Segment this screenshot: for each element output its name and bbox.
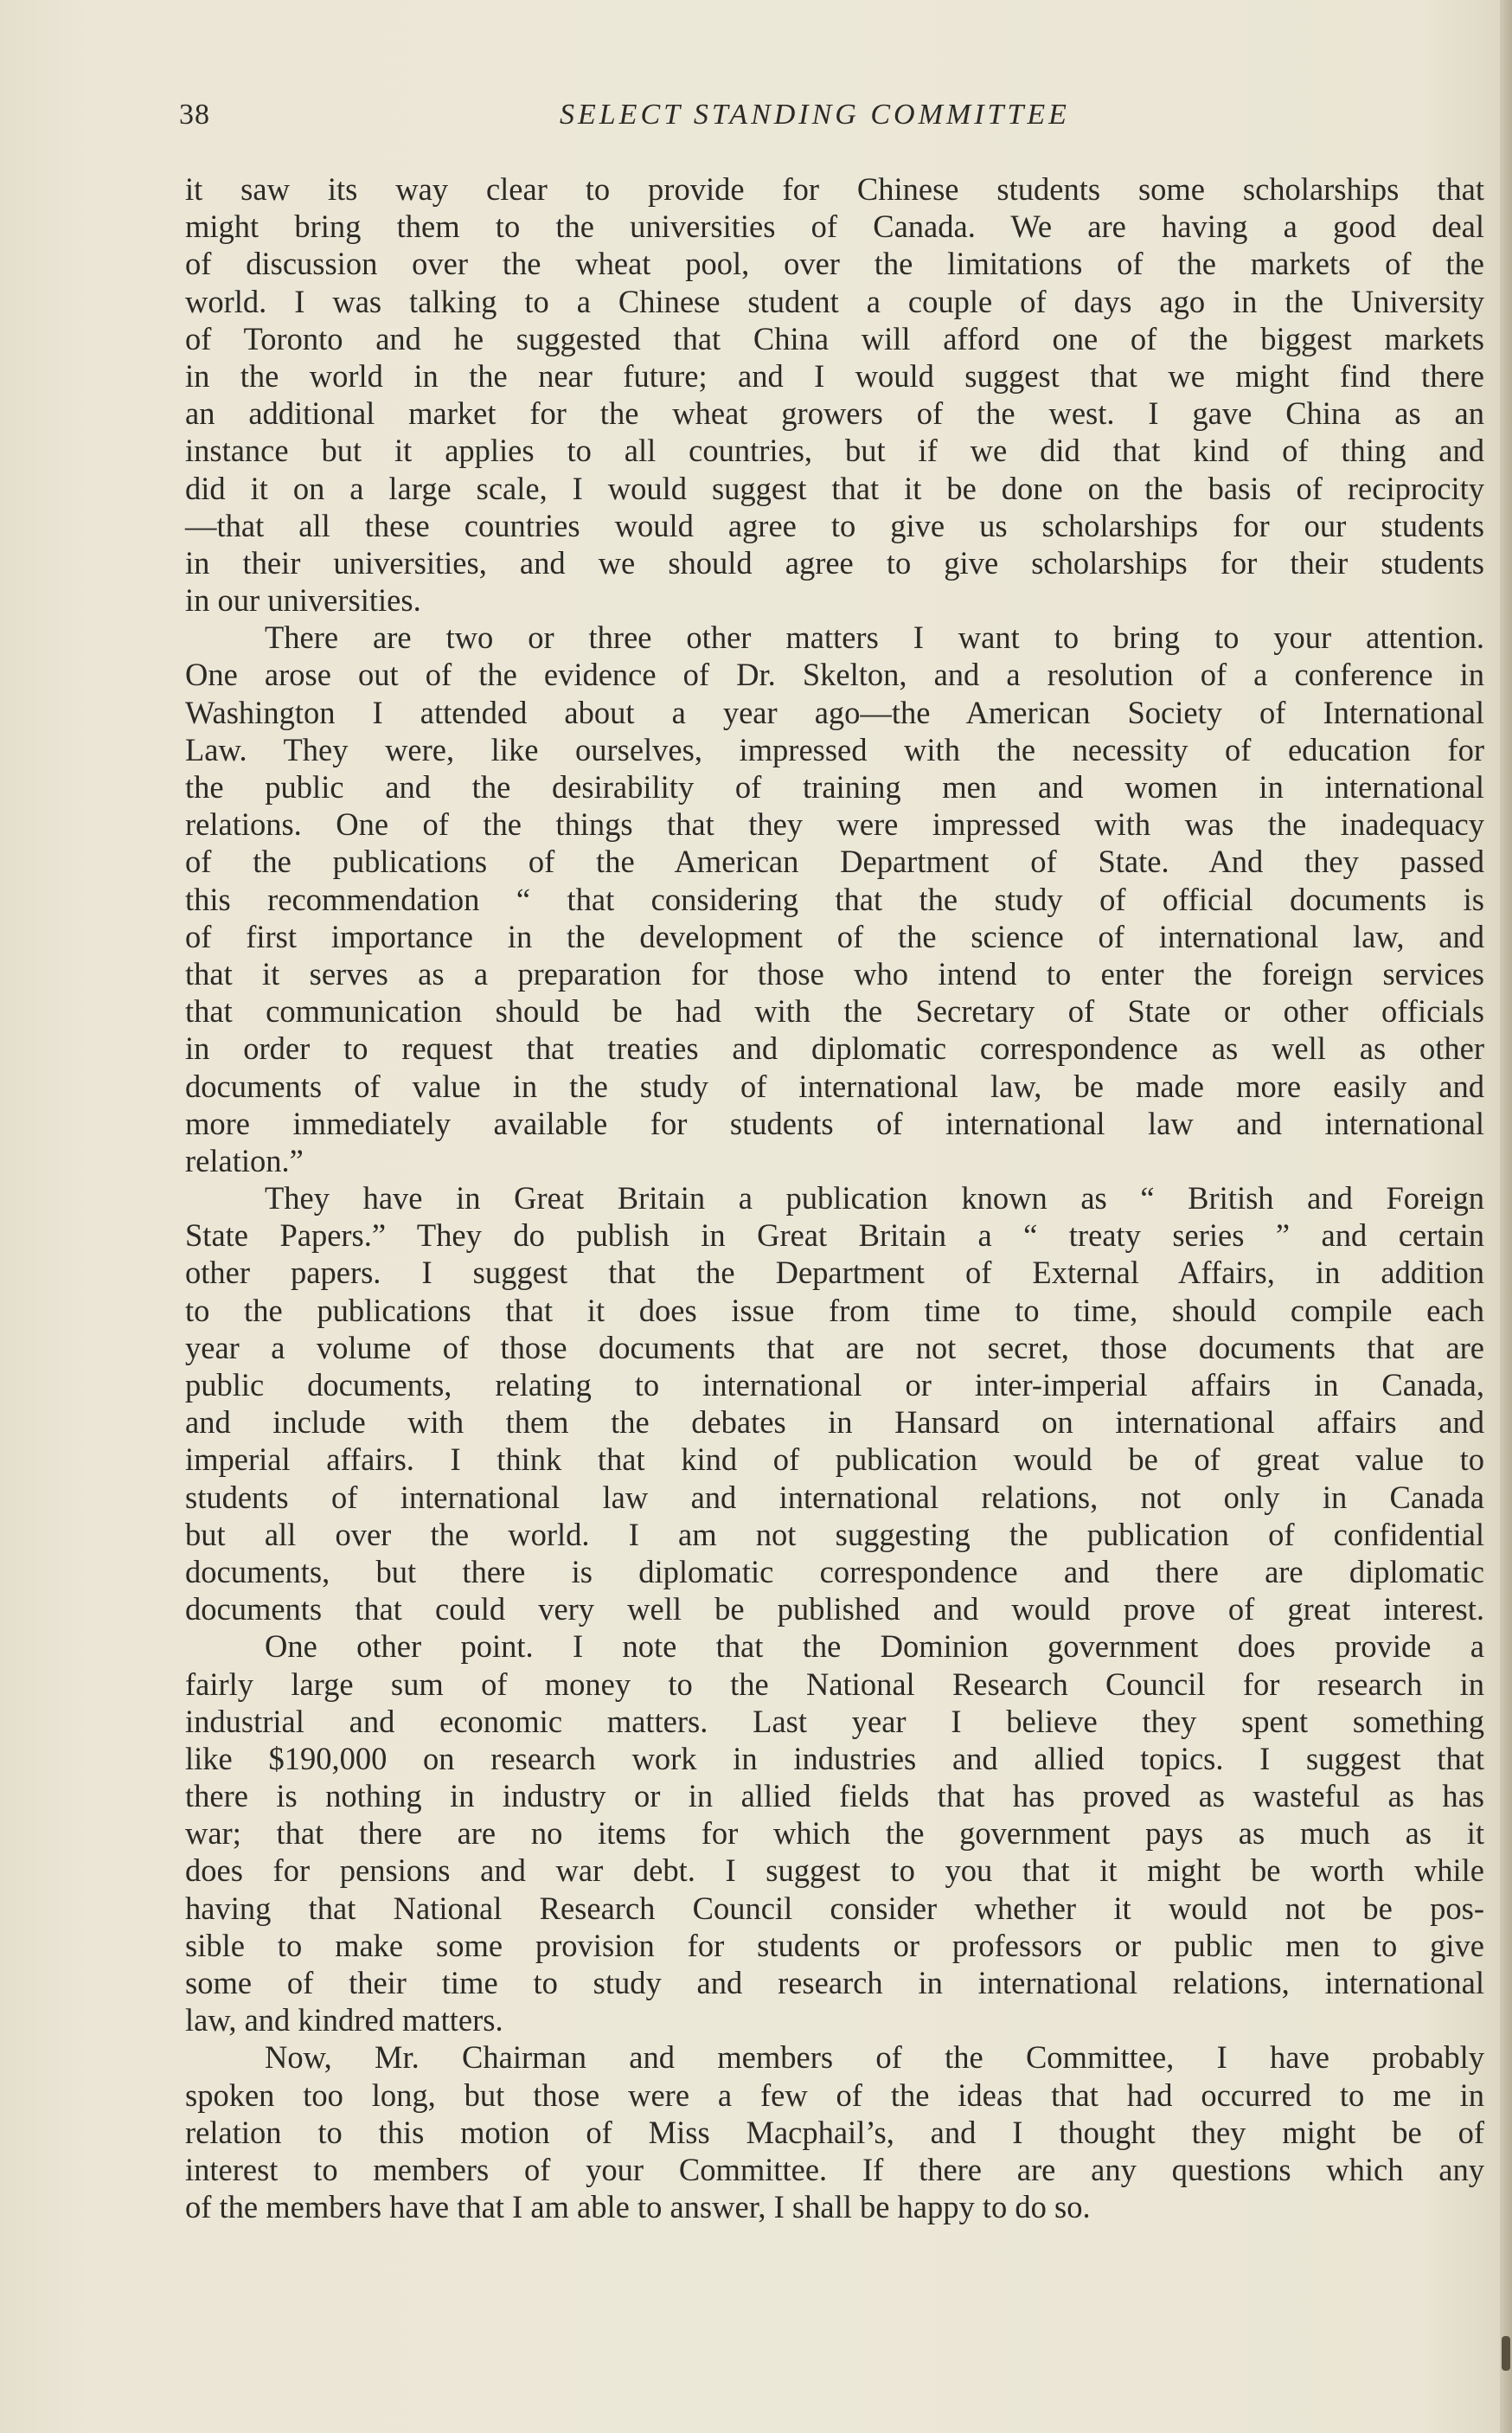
text-line: interest to members of your Committee. If there are any questions which any bbox=[185, 2151, 1484, 2187]
text-line: more immediately available for students of international law and international bbox=[185, 1105, 1484, 1141]
text-line: State Papers.” They do publish in Great Britain a “ treaty series ” and certain bbox=[185, 1217, 1484, 1254]
text-line: an additional market for the wheat growers of the west. I gave China as an bbox=[185, 395, 1484, 432]
text-line: fairly large sum of money to the National Research Council for research in bbox=[185, 1666, 1484, 1702]
text-line: Washington I attended about a year ago—the American Society of International bbox=[185, 694, 1484, 730]
text-line: instance but it applies to all countries, but if we did that kind of thing and bbox=[185, 433, 1484, 469]
text-line: this recommendation “ that considering that the study of official documents is bbox=[185, 881, 1484, 917]
text-line: to the publications that it does issue from time to time, should compile each bbox=[185, 1292, 1484, 1328]
text-line: having that National Research Council consider whether it would not be pos- bbox=[185, 1890, 1484, 1926]
text-line: some of their time to study and research in international relations, international bbox=[185, 1965, 1484, 2000]
paragraph-end-line: of the members have that I am able to answer, I shall be happy to do so. bbox=[185, 2189, 1091, 2225]
page-edge-shadow bbox=[1500, 0, 1512, 2433]
text-line: —that all these countries would agree to give us scholarships for our students bbox=[185, 507, 1484, 543]
text-line: public documents, relating to international or inter-imperial affairs in Canada, bbox=[185, 1367, 1484, 1403]
text-line: documents, but there is diplomatic correspondence and there are diplomatic bbox=[185, 1553, 1484, 1589]
text-line: year a volume of those documents that are not secret, those documents that are bbox=[185, 1329, 1484, 1365]
text-line: relation to this motion of Miss Macphail’s, and I thought they might be of bbox=[185, 2114, 1484, 2150]
text-line: documents of value in the study of international law, be made more easily and bbox=[185, 1068, 1484, 1104]
page-number: 38 bbox=[179, 99, 210, 131]
paragraph-start-line: Now, Mr. Chairman and members of the Committee, I have probably bbox=[265, 2039, 1484, 2076]
text-line: the public and the desirability of training men and women in international bbox=[185, 769, 1484, 805]
text-line: it saw its way clear to provide for Chinese students some scholarships that bbox=[185, 171, 1484, 207]
text-line: world. I was talking to a Chinese student a couple of days ago in the University bbox=[185, 283, 1484, 319]
text-line: but all over the world. I am not suggesting the publication of confidential bbox=[185, 1516, 1484, 1552]
page-edge-mark bbox=[1502, 2336, 1510, 2371]
text-line: might bring them to the universities of Canada. We are having a good deal bbox=[185, 209, 1484, 245]
text-line: does for pensions and war debt. I suggest to you that it might be worth while bbox=[185, 1852, 1484, 1889]
text-line: in order to request that treaties and diplomatic correspondence as well as other bbox=[185, 1030, 1484, 1067]
text-line: of first importance in the development of the science of international law, and bbox=[185, 918, 1484, 954]
text-line: like $190,000 on research work in industries and allied topics. I suggest that bbox=[185, 1740, 1484, 1776]
text-line: war; that there are no items for which the government pays as much as it bbox=[185, 1815, 1484, 1852]
body-text bbox=[185, 170, 1484, 2225]
text-line: other papers. I suggest that the Department of External Affairs, in addition bbox=[185, 1255, 1484, 1291]
paragraph-end-line: law, and kindred matters. bbox=[185, 2002, 503, 2038]
text-line: relations. One of the things that they were impressed with was the inadequacy bbox=[185, 806, 1484, 843]
text-line: spoken too long, but those were a few of the ideas that had occurred to me in bbox=[185, 2077, 1484, 2113]
text-line: industrial and economic matters. Last year I believe they spent something bbox=[185, 1703, 1484, 1739]
text-line: that it serves as a preparation for those who intend to enter the foreign services bbox=[185, 955, 1484, 992]
paragraph-start-line: They have in Great Britain a publication known as “ British and Foreign bbox=[265, 1180, 1484, 1216]
text-line: that communication should be had with the Secretary of State or other officials bbox=[185, 993, 1484, 1030]
text-line: sible to make some provision for students or professors or public men to give bbox=[185, 1927, 1484, 1963]
text-line: students of international law and international relations, not only in Canada bbox=[185, 1479, 1484, 1515]
text-line: and include with them the debates in Hansard on international affairs and bbox=[185, 1404, 1484, 1441]
page-header bbox=[179, 93, 1477, 137]
text-line: of Toronto and he suggested that China will afford one of the biggest markets bbox=[185, 320, 1484, 356]
paragraph-end-line: in our universities. bbox=[185, 582, 421, 619]
text-line: in their universities, and we should agree to give scholarships for their students bbox=[185, 544, 1484, 581]
text-line: of discussion over the wheat pool, over the limitations of the markets of the bbox=[185, 246, 1484, 282]
text-line: One arose out of the evidence of Dr. Skelton, and a resolution of a conference in bbox=[185, 657, 1484, 693]
paragraph-end-line: relation.” bbox=[185, 1142, 304, 1178]
text-line: Law. They were, like ourselves, impressed with the necessity of education for bbox=[185, 731, 1484, 767]
text-line: did it on a large scale, I would suggest that it be done on the basis of reciprocity bbox=[185, 470, 1484, 506]
text-line: in the world in the near future; and I would suggest that we might find there bbox=[185, 357, 1484, 394]
text-line: imperial affairs. I think that kind of publication would be of great value to bbox=[185, 1441, 1484, 1478]
paragraph-start-line: There are two or three other matters I want to bring to your attention. bbox=[265, 619, 1484, 656]
running-title: SELECT STANDING COMMITTEE bbox=[560, 99, 1070, 131]
text-line: there is nothing in industry or in allied fields that has proved as wasteful as has bbox=[185, 1778, 1484, 1814]
text-line: of the publications of the American Department of State. And they passed bbox=[185, 844, 1484, 880]
text-line: documents that could very well be published and would prove of great interest. bbox=[185, 1591, 1484, 1627]
paragraph-start-line: One other point. I note that the Dominion government does provide a bbox=[265, 1628, 1484, 1665]
